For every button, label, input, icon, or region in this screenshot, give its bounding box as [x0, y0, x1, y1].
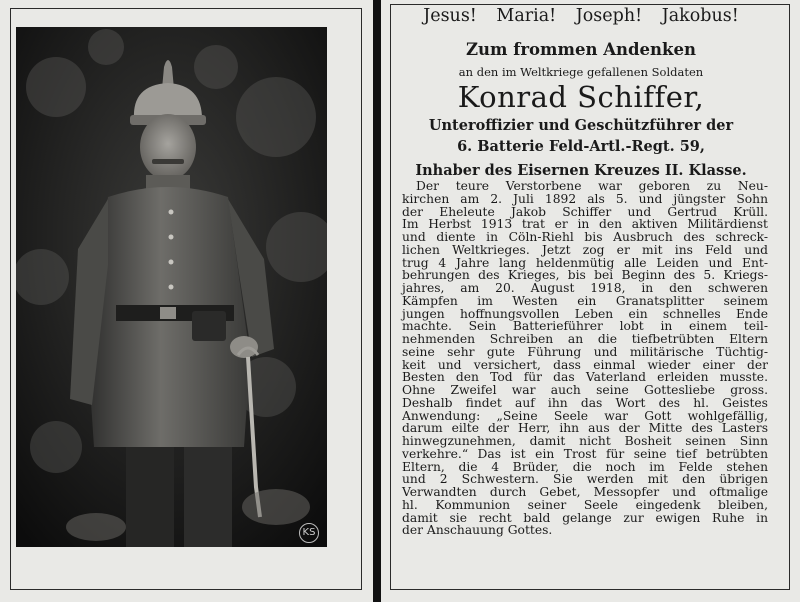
- biography-line: damit sie recht bald gelange zur ewigen Ruhe in: [402, 510, 768, 525]
- biography-line: Eltern, die 4 Brüder, die noch im Felde stehen: [402, 459, 768, 474]
- memorial-text-card: [381, 0, 800, 602]
- rank-line-2: 6. Batterie Feld-Artl.-Regt. 59,: [457, 138, 705, 155]
- card-divider: [373, 0, 381, 602]
- photographer-stamp: KS: [299, 523, 319, 543]
- biography-line: Kämpfen im Westen ein Granatsplitter seinem: [402, 293, 768, 308]
- biography-line: trug 4 Jahre lang heldenmütig alle Leiden und Ent-: [402, 255, 768, 270]
- deceased-name: Konrad Schiffer,: [457, 80, 705, 114]
- biography-line: Verwandten durch Gebet, Messopfer und oftmalige: [402, 485, 768, 499]
- biography-text: [402, 180, 768, 537]
- biography-line: hl. Kommunion seiner Seele eingedenk bleiben,: [402, 497, 768, 512]
- biography-line: machte. Sein Batterieführer lobt in einem teil-: [402, 319, 768, 334]
- biography-line: der Eheleute Jakob Schiffer und Gertrud Krüll.: [402, 204, 768, 219]
- biography-line: und diente in Cöln-Riehl bis Ausbruch des schreck-: [402, 230, 768, 244]
- biography-line: Deshalb findet auf ihn das Wort des hl. Geistes: [402, 395, 768, 410]
- biography-line: verkehre.“ Das ist ein Trost für seine tief betrübten: [402, 446, 768, 461]
- biography-line: keit und versichert, dass einmal wieder einer der: [402, 357, 768, 372]
- heading: Zum frommen Andenken: [466, 40, 696, 59]
- subheading: an den im Weltkriege gefallenen Soldaten: [458, 65, 704, 79]
- biography-line: kirchen am 2. Juli 1892 als 5. und jüngster Sohn: [402, 191, 768, 206]
- biography-line: Der teure Verstorbene war geboren zu Neu-: [416, 179, 768, 193]
- biography-line: der Anschauung Gottes.: [402, 523, 553, 538]
- biography-line: Anwendung: „Seine Seele war Gott wohlgefällig,: [402, 408, 768, 423]
- biography-line: darum eilte der Herr, ihn aus der Mitte des Lasters: [402, 421, 768, 436]
- award-line: Inhaber des Eisernen Kreuzes II. Klasse.: [415, 162, 747, 179]
- biography-line: behrungen des Krieges, bis bei Beginn des 5. Kriegs-: [402, 268, 768, 283]
- rank-line-1: Unteroffizier und Geschützführer der: [428, 117, 734, 134]
- biography-line: hinwegzunehmen, damit nicht Bosheit seinen Sinn: [402, 434, 768, 448]
- biography-line: jungen hoffnungsvollen Leben ein schnelles Ende: [402, 306, 768, 321]
- biography-line: nehmenden Schreiben an die tiefbetrübten Eltern: [402, 332, 768, 346]
- portrait-card: [0, 0, 373, 602]
- biography-line: und 2 Schwestern. Sie werden mit den übrigen: [402, 472, 768, 487]
- biography-line: Besten den Tod für das Vaterland erleiden musste.: [402, 370, 768, 385]
- soldier-photograph: [16, 27, 327, 547]
- biography-line: Im Herbst 1913 trat er in den aktiven Militärdienst: [402, 217, 768, 232]
- biography-line: seine sehr gute Führung und militärische Tüchtig-: [402, 344, 768, 359]
- biography-line: lichen Weltkrieges. Jetzt zog er mit ins Feld und: [402, 242, 768, 257]
- biography-line: jahres, am 20. August 1918, in den schweren: [402, 281, 768, 295]
- biography-line: Ohne Zweifel war auch seine Gottesliebe gross.: [402, 383, 768, 397]
- invocation-line: Jesus! Maria! Joseph! Jakobus!: [423, 6, 739, 26]
